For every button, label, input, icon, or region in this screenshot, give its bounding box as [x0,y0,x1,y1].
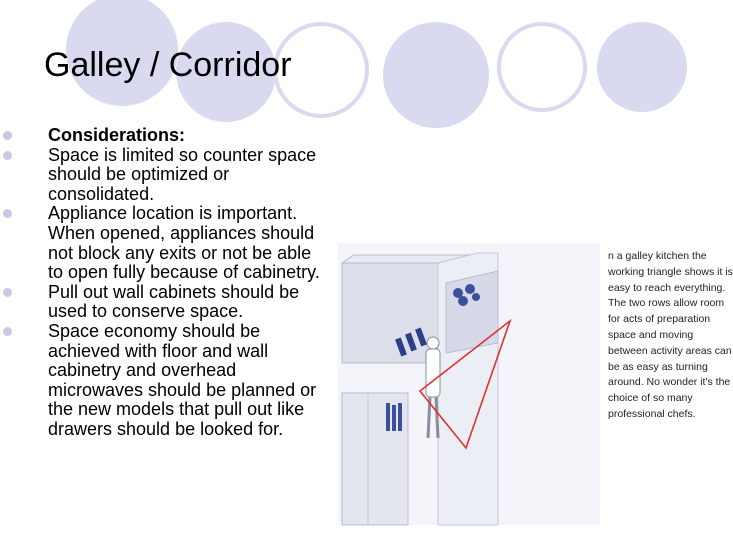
bullet-item: Space economy should be achieved with floor and wall cabinetry and overhead microwaves should be planned or the new models that pull out like drawers should be looked for. [0,322,330,440]
caption-line: n a galley kitchen the [608,250,707,262]
caption-line: working triangle shows it is [608,265,733,278]
bullet-dot-icon [3,209,12,218]
bullet-item: Pull out wall cabinets should be used to conserve space. [0,283,330,322]
decor-ring-2 [497,22,587,112]
bullet-item: Appliance location is important. When opened, appliances should not block any exits or not be able to open fully because of cabinetry. [0,204,330,282]
caption-line: easy to reach everything. [608,281,726,294]
figure-caption [608,249,733,423]
caption-line: around. No wonder it's the [608,376,731,389]
caption-line: for acts of preparation [608,313,711,326]
caption-line: professional chefs. [608,407,696,420]
caption-line: The two rows allow room [608,297,725,310]
caption-line: choice of so many [608,392,693,405]
galley-kitchen-illustration [338,243,733,525]
caption-line: be as easy as turning [608,360,708,373]
slide-title: Galley / Corridor [44,46,292,84]
bullet-list [0,126,330,440]
bullet-dot-icon [3,327,12,336]
caption-line: space and moving [608,328,694,341]
bullet-dot-icon [3,288,12,297]
bullet-item: Space is limited so counter space should be optimized or consolidated. [0,146,330,205]
bullet-item: Considerations: [0,126,330,146]
decor-circle-4 [597,22,687,112]
bullet-dot-icon [3,151,12,160]
caption-line: between activity areas can [608,344,732,357]
bullet-dot-icon [3,131,12,140]
decor-circle-3 [383,22,489,128]
